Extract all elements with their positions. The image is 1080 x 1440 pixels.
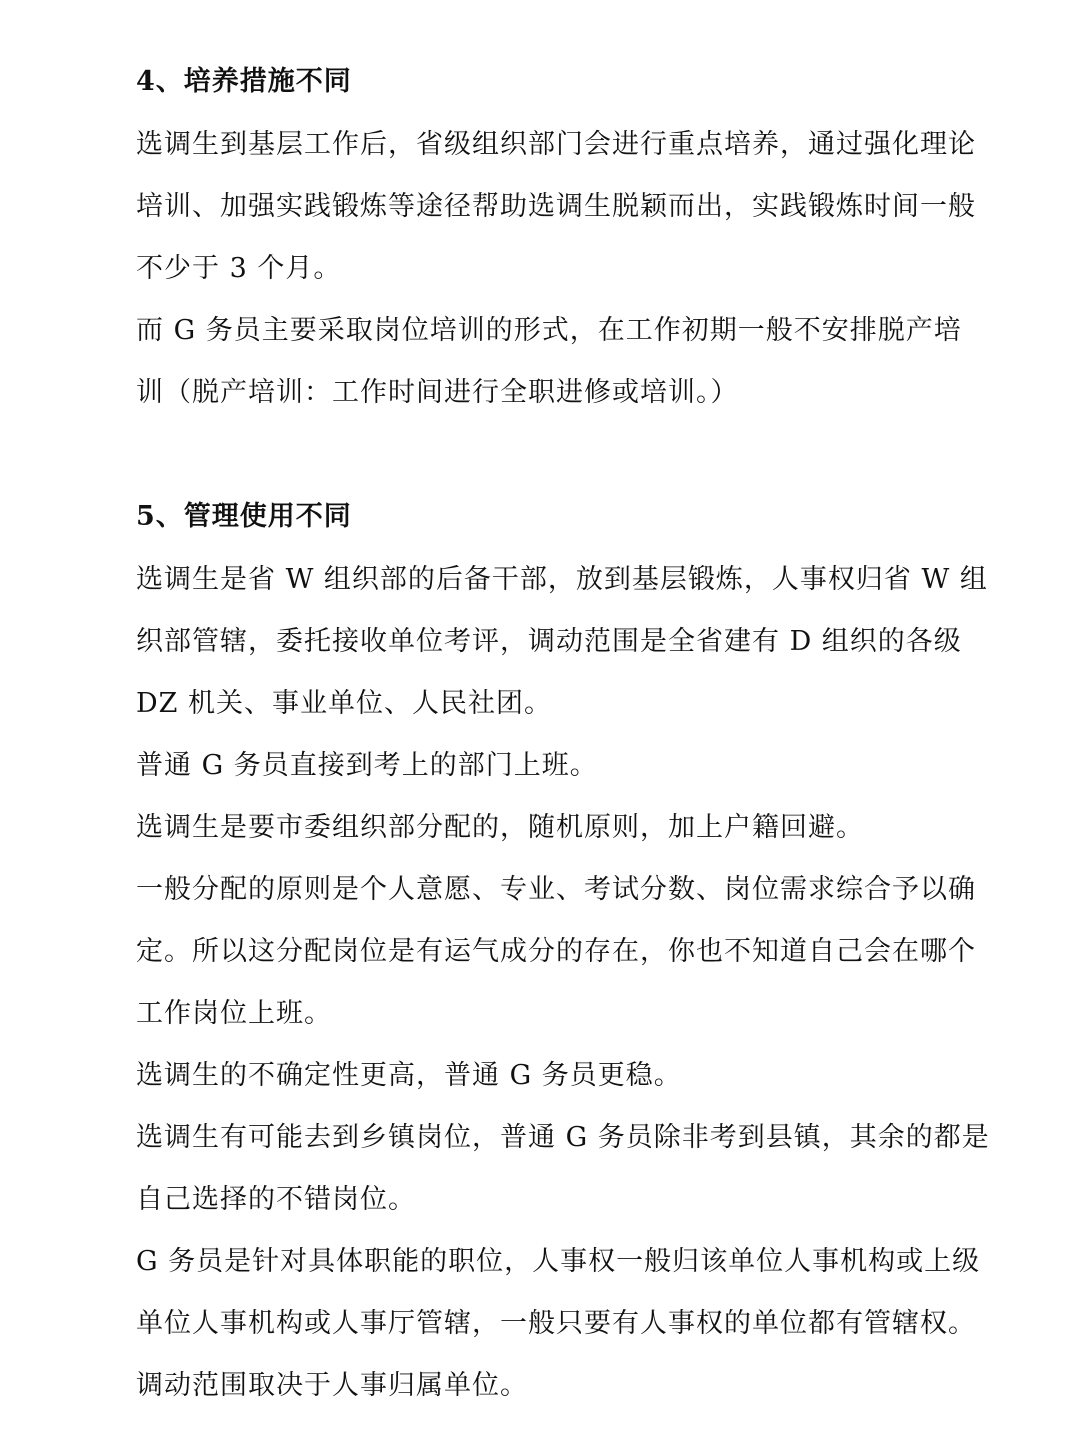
section-4-line-5: 训（脱产培训：工作时间进行全职进修或培训。） bbox=[136, 377, 739, 408]
section-5-line-11: 自己选择的不错岗位。 bbox=[136, 1184, 416, 1215]
section-5-line-13: 单位人事机构或人事厅管辖，一般只要有人事权的单位都有管辖权。 bbox=[136, 1308, 976, 1339]
section-5-line-6: 一般分配的原则是个人意愿、专业、考试分数、岗位需求综合予以确 bbox=[136, 874, 976, 905]
section-5-line-4: 普通 G 务员直接到考上的部门上班。 bbox=[136, 750, 598, 781]
section-5-line-7: 定。所以这分配岗位是有运气成分的存在，你也不知道自己会在哪个 bbox=[136, 936, 976, 967]
section-5-line-10: 选调生有可能去到乡镇岗位，普通 G 务员除非考到县镇，其余的都是 bbox=[136, 1122, 990, 1153]
section-4-line-2: 培训、加强实践锻炼等途径帮助选调生脱颖而出，实践锻炼时间一般 bbox=[136, 191, 976, 222]
section-5-heading: 5、管理使用不同 bbox=[136, 501, 352, 532]
section-5-line-5: 选调生是要市委组织部分配的，随机原则，加上户籍回避。 bbox=[136, 812, 864, 843]
section-5-line-12: G 务员是针对具体职能的职位，人事权一般归该单位人事机构或上级 bbox=[136, 1246, 981, 1277]
section-5-line-1: 选调生是省 W 组织部的后备干部，放到基层锻炼，人事权归省 W 组 bbox=[136, 564, 988, 595]
section-4-heading: 4、培养措施不同 bbox=[136, 66, 352, 97]
section-5-line-3: DZ 机关、事业单位、人民社团。 bbox=[136, 688, 552, 719]
section-4-line-4: 而 G 务员主要采取岗位培训的形式，在工作初期一般不安排脱产培 bbox=[136, 315, 962, 346]
section-5-line-14: 调动范围取决于人事归属单位。 bbox=[136, 1370, 528, 1401]
section-5-line-2: 织部管辖，委托接收单位考评，调动范围是全省建有 D 组织的各级 bbox=[136, 626, 962, 657]
section-5-line-9: 选调生的不确定性更高，普通 G 务员更稳。 bbox=[136, 1060, 682, 1091]
section-4-line-3: 不少于 3 个月。 bbox=[136, 253, 342, 284]
section-4-line-1: 选调生到基层工作后，省级组织部门会进行重点培养，通过强化理论 bbox=[136, 129, 976, 160]
section-5-line-8: 工作岗位上班。 bbox=[136, 998, 332, 1029]
